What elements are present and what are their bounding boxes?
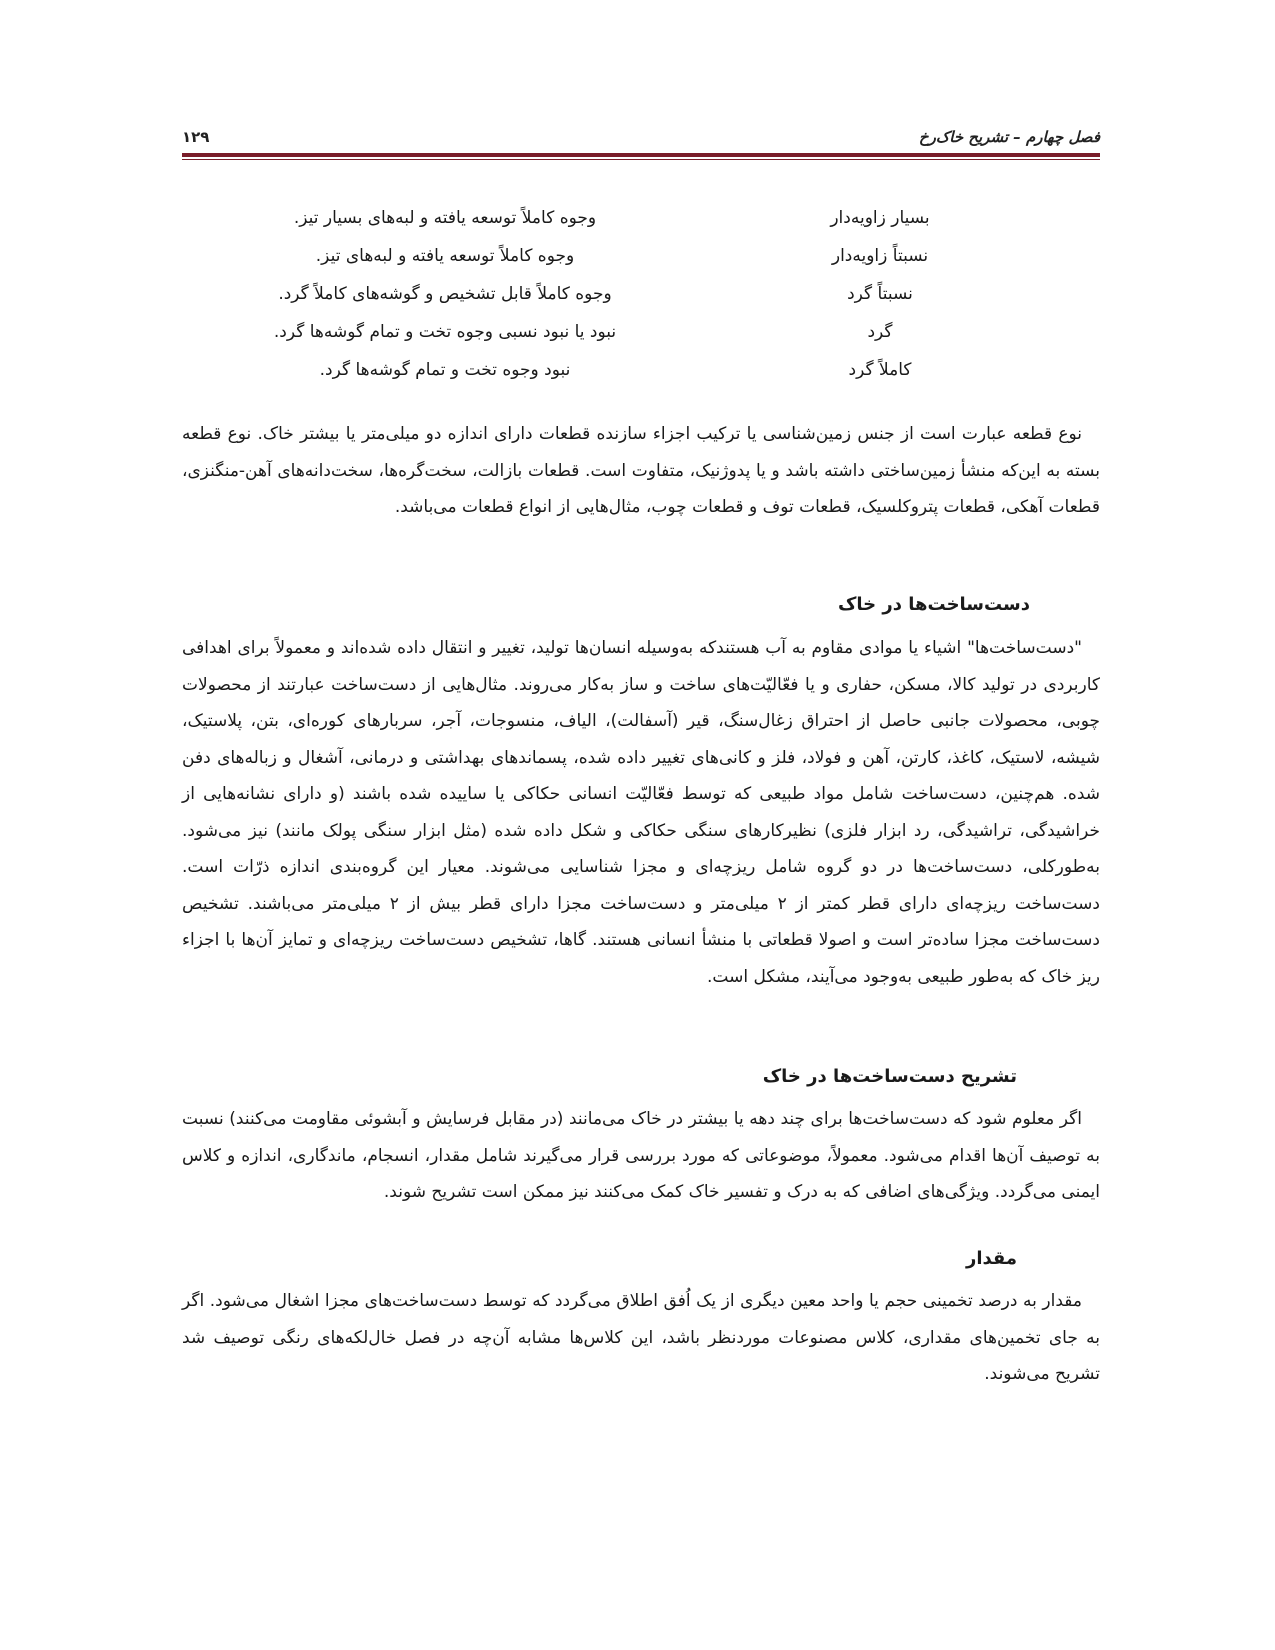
- table-row: [182, 360, 1100, 398]
- table-row: [182, 322, 1100, 360]
- page-number: ۱۲۹: [182, 128, 210, 146]
- header-rule-thick: [182, 153, 1100, 157]
- table-row: [182, 246, 1100, 284]
- roundness-description: وجوه کاملاً توسعه یافته و لبه‌های بسیار تیز.: [293, 208, 597, 228]
- quantity-heading: مقدار: [965, 1248, 1017, 1269]
- roundness-description: وجوه کاملاً قابل تشخیص و گوشه‌های کاملاً گرد.: [278, 284, 612, 304]
- roundness-term: کاملاً گرد: [848, 360, 912, 380]
- roundness-term: نسبتاً زاویه‌دار: [831, 246, 929, 266]
- roundness-term: بسیار زاویه‌دار: [830, 208, 930, 228]
- header-rule: [182, 153, 1100, 161]
- fragment-type-paragraph: نوع قطعه عبارت است از جنس زمین‌شناسی یا ترکیب اجزاء سازنده قطعات دارای اندازه دو میلی‌متر یا بیشتر خاک. نوع قطعه بسته به این‌که منشأ زمین‌ساختی داشته باشد و یا پدوژنیک، متفاوت است. قطعات بازالت، سخت‌گره‌ها، سخت‌دانه‌های آهن-منگنزی، قطعات آهکی، قطعات پتروکلسیک، قطعات توف و قطعات چوب، مثال‌هایی از انواع قطعات می‌باشد.: [182, 424, 1100, 517]
- roundness-description: وجوه کاملاً توسعه یافته و لبه‌های تیز.: [315, 246, 575, 266]
- roundness-term: گرد: [867, 322, 893, 342]
- roundness-description: نبود یا نبود نسبی وجوه تخت و تمام گوشه‌ها گرد.: [273, 322, 617, 342]
- artifacts-paragraph: "دست‌ساخت‌ها" اشیاء یا موادی مقاوم به آب هستندکه به‌وسیله انسان‌ها تولید، تغییر و انتقال داده شده‌اند و معمولاً برای اهدافی کاربردی در تولید کالا، مسکن، حفاری و یا فعّالیّت‌های ساخت و ساز به‌کار می‌روند. مثال‌هایی از دست‌ساخت عبارتند از محصولات چوبی، محصولات جانبی حاصل از احتراق زغال‌سنگ، قیر (آسفالت)، الیاف، منسوجات، آجر، سربارهای کوره‌ای، بتن، پلاستیک، شیشه، لاستیک، کاغذ، کارتن، آهن و فولاد، فلز و کانی‌های تغییر داده شده، پسماندهای بهداشتی و درمانی، آشغال و زباله‌های دفن شده. هم‌چنین، دست‌ساخت شامل مواد طبیعی که توسط فعّالیّت انسانی حکاکی یا ساییده شده باشند (و دارای نشانه‌هایی از خراشیدگی، تراشیدگی، رد ابزار فلزی) نظیرکارهای سنگی حکاکی و شکل داده شده (مثل ابزار سنگی پولک مانند) نیز می‌شود. به‌طورکلی، دست‌ساخت‌ها در دو گروه شامل ریزچه‌ای و مجزا شناسایی می‌شوند. معیار این گروه‌بندی اندازه ذرّات است. دست‌ساخت ریزچه‌ای دارای قطر کمتر از ۲ میلی‌متر و دست‌ساخت مجزا دارای قطر بیش از ۲ میلی‌متر می‌باشند. تشخیص دست‌ساخت مجزا ساده‌تر است و اصولا قطعاتی با منشأ انسانی هستند. گاها، تشخیص دست‌ساخت ریزچه‌ای و تمایز آن‌ها با اجزاء ریز خاک که به‌طور طبیعی به‌وجود می‌آیند، مشکل است.: [182, 638, 1101, 987]
- header-rule-thin: [182, 159, 1100, 160]
- roundness-description: نبود وجوه تخت و تمام گوشه‌ها گرد.: [319, 360, 571, 380]
- roundness-term: نسبتاً گرد: [847, 284, 913, 304]
- artifacts-description-heading: تشریح دست‌ساخت‌ها در خاک: [762, 1066, 1017, 1087]
- quantity-paragraph: مقدار به درصد تخمینی حجم یا واحد معین دیگری از یک اُفق اطلاق می‌گردد که توسط دست‌ساخت‌های مجزا اشغال می‌شود. اگر به جای تخمین‌های مقداری، کلاس مصنوعات موردنظر باشد، این کلاس‌ها مشابه آن‌چه در فصل خال‌لکه‌های رنگی توصیف شد تشریح می‌شوند.: [182, 1291, 1100, 1384]
- artifacts-description-paragraph: اگر معلوم شود که دست‌ساخت‌ها برای چند دهه یا بیشتر در خاک می‌مانند (در مقابل فرسایش و آبشوئی مقاومت می‌کنند) نسبت به توصیف آن‌ها اقدام می‌شود. معمولاً، موضوعاتی که مورد بررسی قرار می‌گیرند شامل مقدار، انسجام، ماندگاری، اندازه و کلاس ایمنی می‌گردد. ویژگی‌های اضافی که به درک و تفسیر خاک کمک می‌کنند نیز ممکن است تشریح شوند.: [182, 1109, 1100, 1202]
- page-header: [182, 118, 1100, 158]
- artifacts-heading: دست‌ساخت‌ها در خاک: [837, 594, 1030, 615]
- table-row: [182, 208, 1100, 246]
- table-row: [182, 284, 1100, 322]
- chapter-title: فصل چهارم – تشریح خاک‌رخ: [918, 128, 1100, 146]
- roundness-table: [182, 208, 1100, 398]
